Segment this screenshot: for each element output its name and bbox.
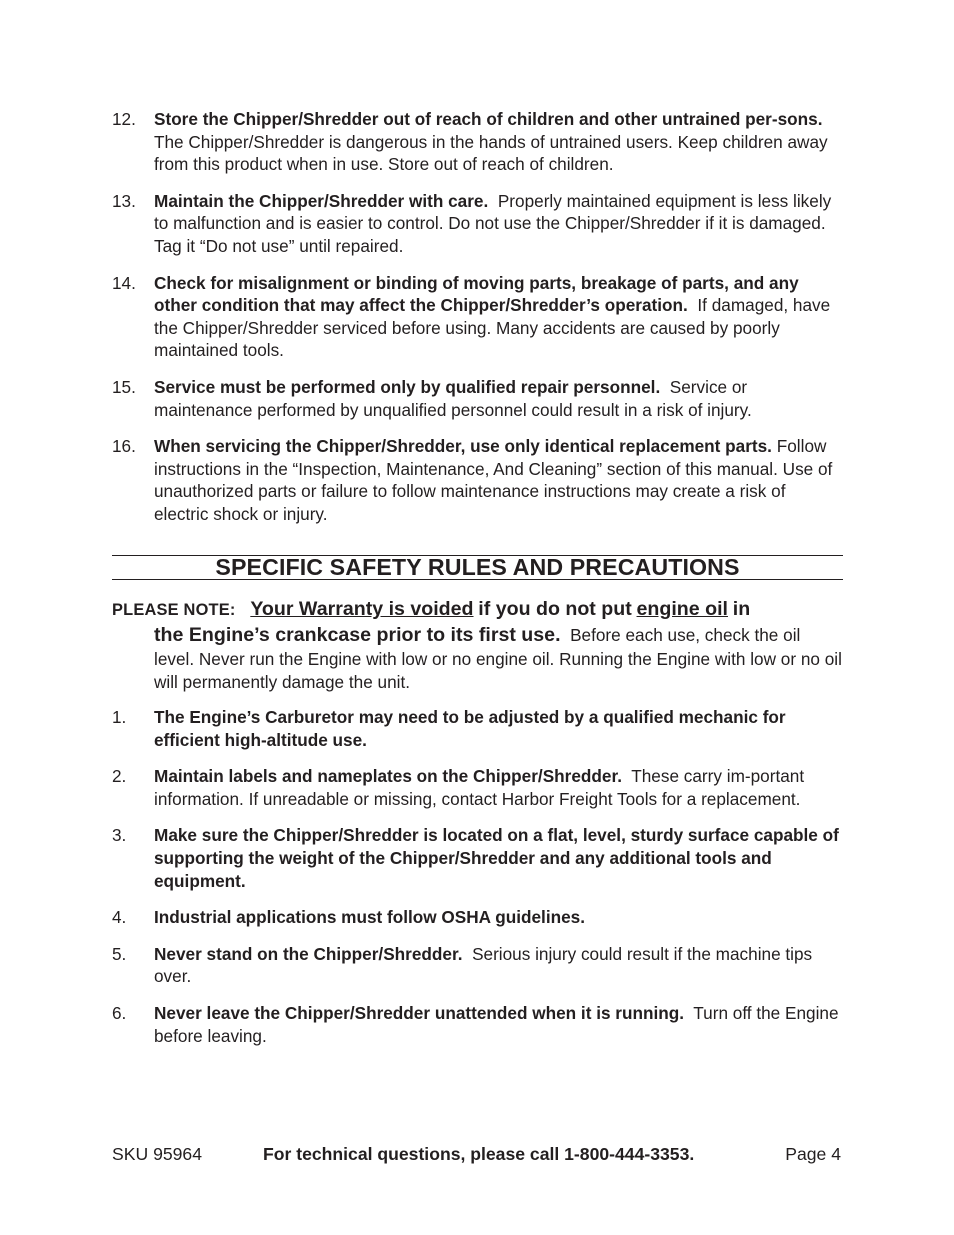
list-item bbox=[112, 190, 844, 258]
please-note bbox=[112, 596, 844, 693]
section-heading: SPECIFIC SAFETY RULES AND PRECAUTIONS bbox=[215, 554, 740, 580]
item-bold-text: Check for misalignment or binding of moving parts, breakage of parts, and any other condition that may affect the Chipper/Shredder’s operation. bbox=[154, 272, 799, 316]
item-bold-text: Never stand on the Chipper/Shredder. bbox=[154, 943, 463, 964]
list-item bbox=[112, 765, 844, 810]
item-number: 13. bbox=[112, 190, 136, 211]
item-number: 14. bbox=[112, 272, 136, 293]
tech-support-phone: For technical questions, please call 1-800-444-3353. bbox=[263, 1144, 695, 1164]
item-text: Serious injury could result if the machine tips over. bbox=[154, 943, 813, 987]
item-number: 1. bbox=[112, 707, 127, 727]
list-item bbox=[112, 824, 844, 892]
note-line2-bold: the Engine’s crankcase prior to its first use. bbox=[154, 624, 561, 646]
safety-list-general bbox=[112, 108, 844, 540]
warranty-voided-text: Your Warranty is voided bbox=[250, 598, 474, 620]
item-number: 2. bbox=[112, 766, 127, 787]
item-number: 6. bbox=[112, 1002, 127, 1023]
item-number: 12. bbox=[112, 109, 136, 129]
item-text: The Chipper/Shredder is dangerous in the hands of untrained users. Keep children away from this product when in use. Store out of reach of children. bbox=[154, 131, 828, 175]
safety-list-specific bbox=[112, 706, 844, 1061]
item-number: 5. bbox=[112, 943, 127, 964]
list-item bbox=[112, 272, 844, 362]
item-text: Follow instructions in the “Inspection, Maintenance, And Cleaning” section of this manual. Use of unauthorized parts or failure to follow maintenance instructions may create a risk of electric shock or injury. bbox=[154, 436, 833, 524]
item-bold-text: Make sure the Chipper/Shredder is located on a flat, level, sturdy surface capable of supporting the weight of the Chipper/Shredder and any additional tools and equipment. bbox=[154, 825, 839, 891]
list-item bbox=[112, 706, 844, 751]
list-item bbox=[112, 1002, 844, 1047]
sku-number: SKU 95964 bbox=[112, 1144, 202, 1164]
item-text: Turn off the Engine before leaving. bbox=[154, 1002, 839, 1046]
list-item bbox=[112, 376, 844, 421]
engine-oil-text: engine oil bbox=[636, 598, 728, 620]
note-in-text: in bbox=[732, 598, 751, 620]
item-number: 3. bbox=[112, 825, 127, 846]
item-text: These carry im-portant information. If unreadable or missing, contact Harbor Freight Tools for a replacement. bbox=[154, 766, 805, 809]
list-item bbox=[112, 906, 844, 929]
section-heading-rule bbox=[112, 555, 843, 580]
item-text: Properly maintained equipment is less likely to malfunction and is easier to control. Do not use the Chipper/Shredder if it is damaged. Tag it “Do not use” until repaired. bbox=[154, 190, 832, 256]
item-bold-text: The Engine’s Carburetor may need to be adjusted by a qualified mechanic for efficient high-altitude use. bbox=[154, 707, 786, 750]
item-bold-text: Never leave the Chipper/Shredder unattended when it is running. bbox=[154, 1002, 685, 1023]
item-number: 16. bbox=[112, 436, 136, 457]
item-number: 15. bbox=[112, 376, 136, 397]
list-item bbox=[112, 435, 844, 525]
page-number: Page 4 bbox=[785, 1144, 841, 1164]
item-bold-text: Service must be performed only by qualified repair personnel. bbox=[154, 376, 661, 397]
item-bold-text: Store the Chipper/Shredder out of reach of children and other untrained per-sons. bbox=[154, 109, 823, 129]
item-bold-text: When servicing the Chipper/Shredder, use only identical replacement parts. bbox=[154, 436, 772, 457]
note-label: PLEASE NOTE: bbox=[112, 601, 236, 619]
list-item bbox=[112, 943, 844, 988]
item-bold-text: Industrial applications must follow OSHA guidelines. bbox=[154, 907, 586, 928]
item-text: If damaged, have the Chipper/Shredder serviced before using. Many accidents are caused by poorly maintained tools. bbox=[154, 295, 831, 361]
item-bold-text: Maintain labels and nameplates on the Chipper/Shredder. bbox=[154, 766, 622, 787]
item-text: Service or maintenance performed by unqualified personnel could result in a risk of injury. bbox=[154, 376, 752, 420]
list-item bbox=[112, 108, 844, 176]
note-text: Before each use, check the oil level. Never run the Engine with low or no engine oil. Running the Engine with low or no oil will permanently damage the unit. bbox=[154, 625, 842, 692]
item-number: 4. bbox=[112, 907, 127, 928]
item-bold-text: Maintain the Chipper/Shredder with care. bbox=[154, 190, 489, 211]
note-mid-text: if you do not put bbox=[478, 598, 632, 620]
